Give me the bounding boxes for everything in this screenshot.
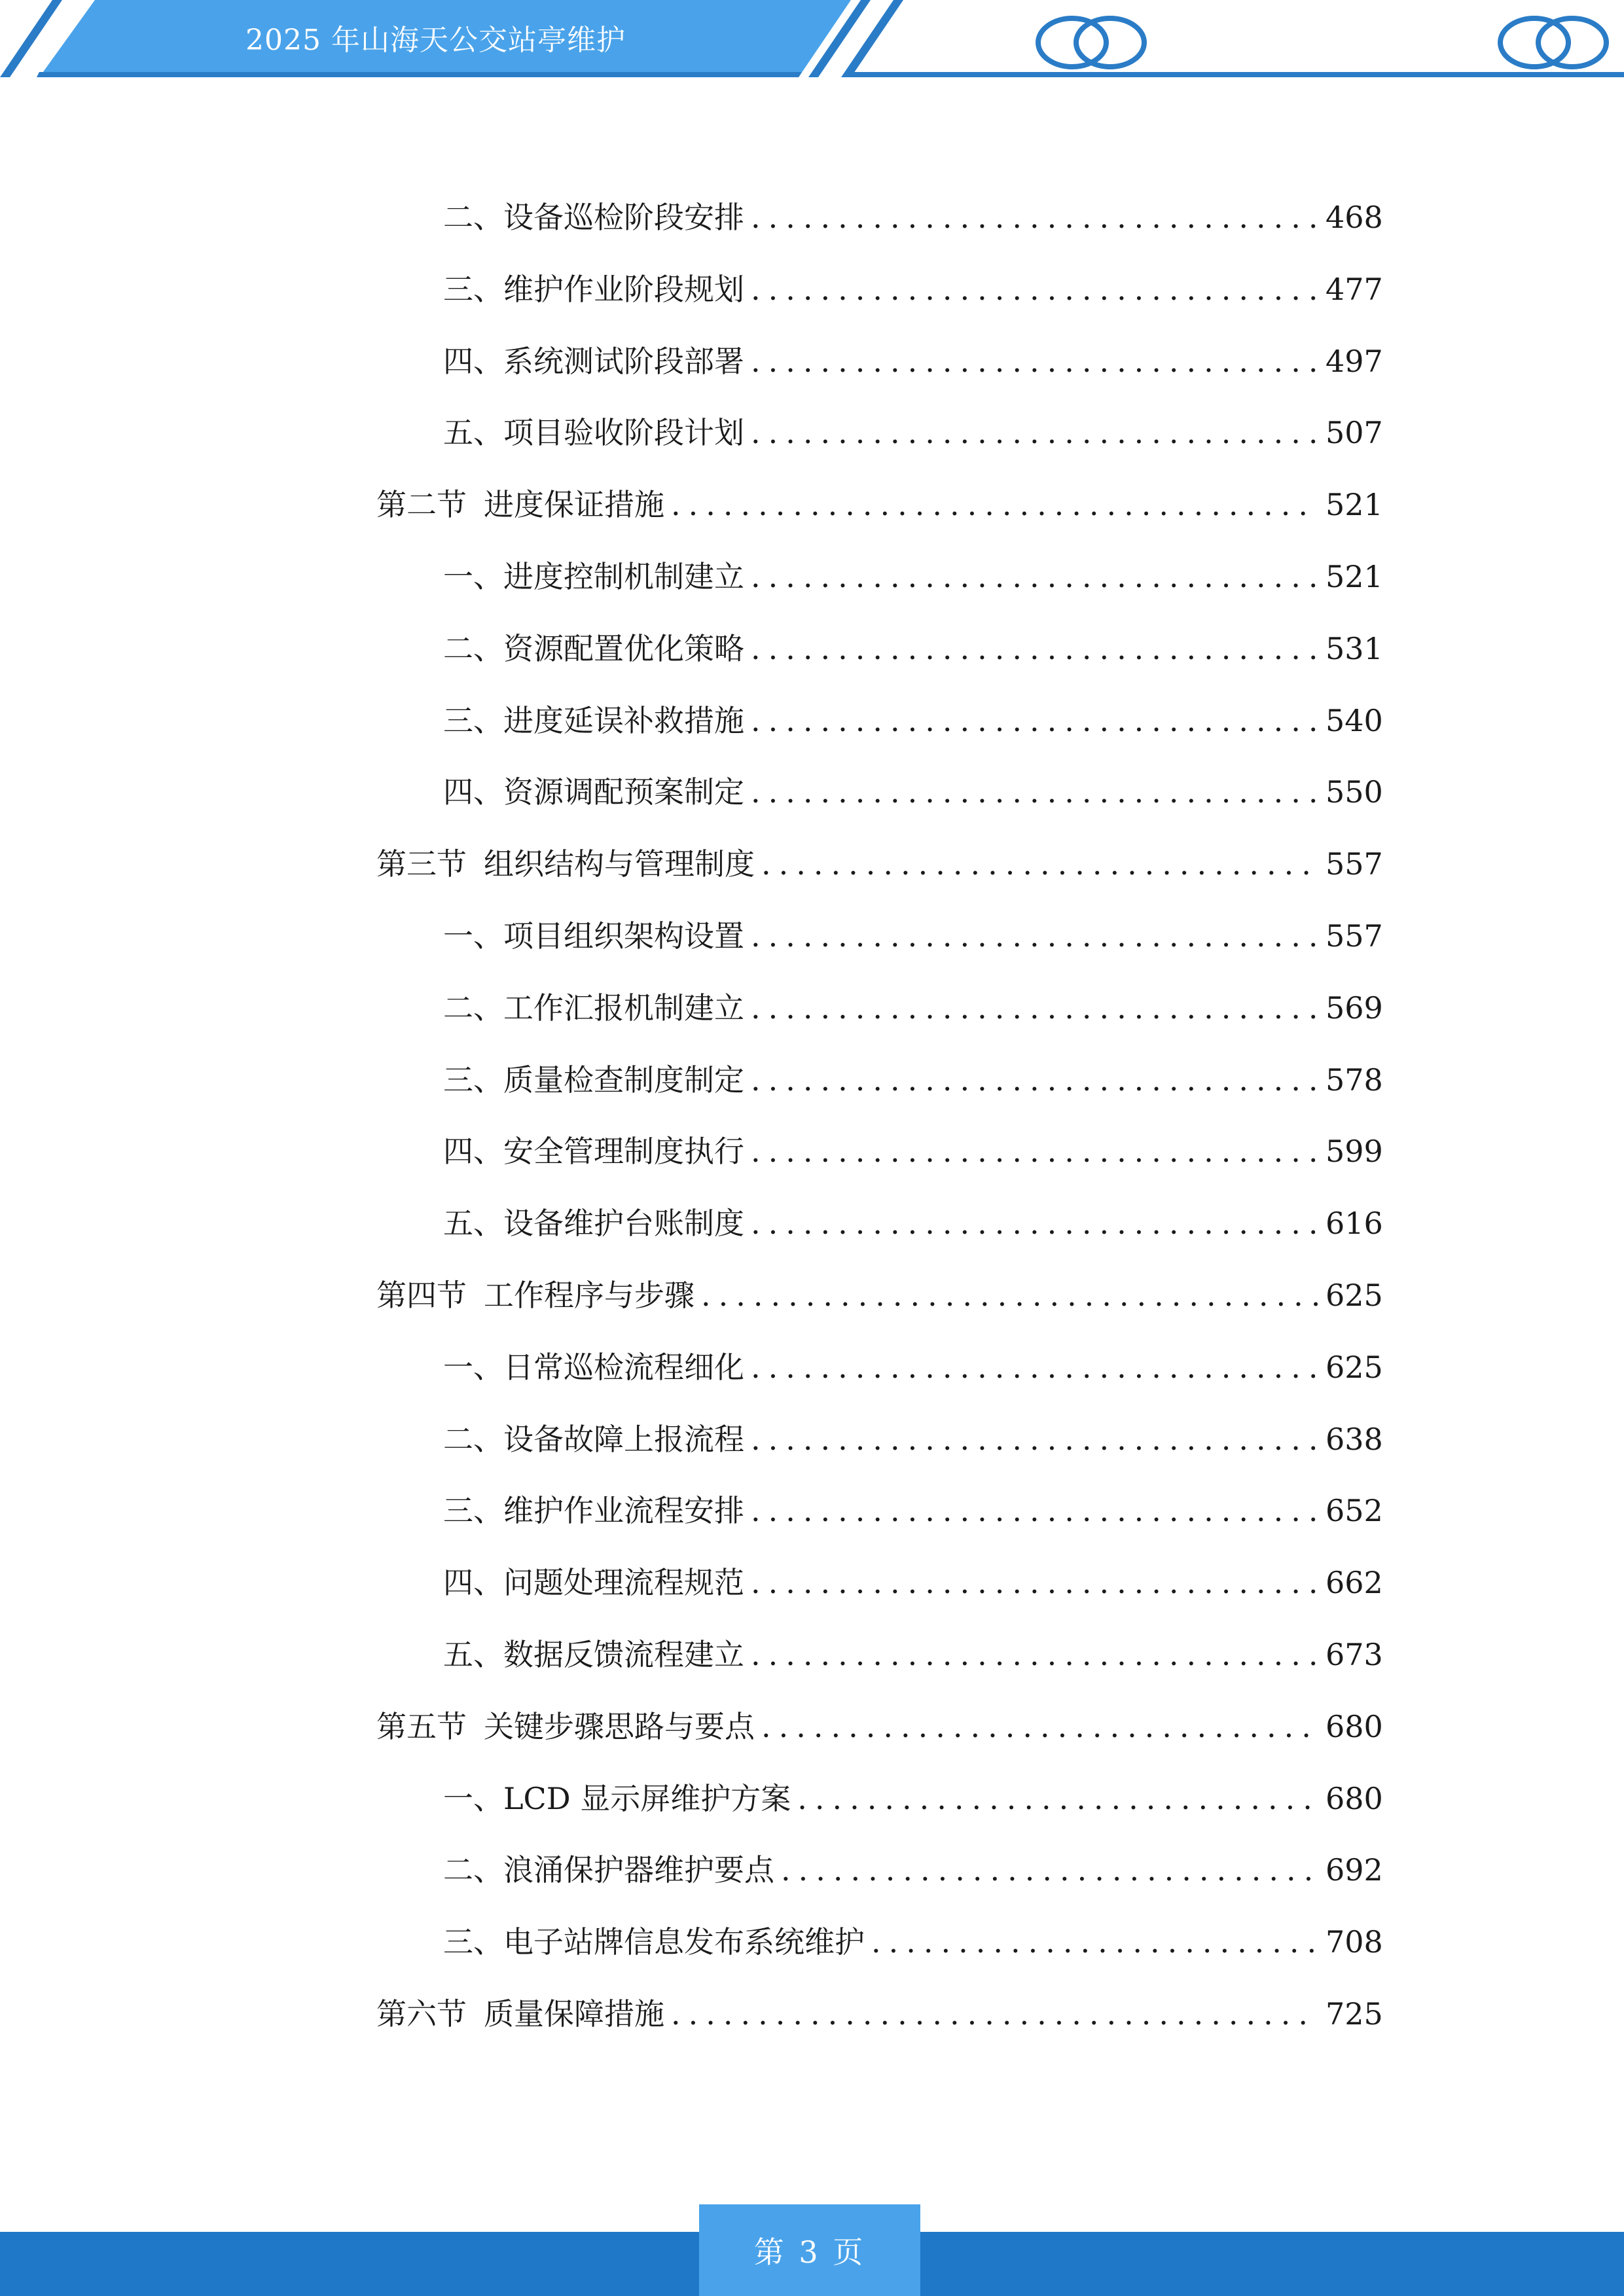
double-ring-logo-icon: [1033, 13, 1151, 72]
toc-dot-leader: [761, 1707, 1318, 1746]
toc-entry-page-number: 507: [1326, 415, 1383, 450]
toc-entry-number: 五、: [443, 415, 503, 450]
toc-entry-page-number: 616: [1326, 1206, 1383, 1241]
toc-entry-title: 浪涌保护器维护要点: [503, 1852, 774, 1888]
toc-entry-title: 维护作业流程安排: [503, 1493, 744, 1528]
toc-entry-page-number: 673: [1326, 1637, 1383, 1672]
toc-entry-number: 一、: [443, 918, 503, 954]
toc-entry-title: 电子站牌信息发布系统维护: [503, 1924, 865, 1960]
toc-dot-leader: [751, 1204, 1318, 1243]
toc-entry-page-number: 497: [1326, 344, 1383, 379]
toc-dot-leader: [797, 1779, 1318, 1818]
toc-entry-title: 项目组织架构设置: [503, 918, 744, 954]
toc-subsection-entry[interactable]: [443, 409, 1383, 452]
toc-subsection-entry[interactable]: [443, 266, 1383, 309]
toc-section-entry[interactable]: [376, 1272, 1383, 1315]
toc-dot-leader: [671, 485, 1318, 524]
toc-entry-page-number: 692: [1326, 1852, 1383, 1888]
toc-entry-number: 二、: [443, 990, 503, 1026]
toc-entry-number: 四、: [443, 1134, 503, 1169]
toc-entry-page-number: 680: [1326, 1709, 1383, 1744]
toc-section-entry[interactable]: [376, 840, 1383, 884]
toc-entry-page-number: 625: [1326, 1278, 1383, 1313]
toc-entry-number: 一、: [443, 559, 503, 594]
toc-dot-leader: [761, 844, 1318, 884]
toc-entry-number: 第四节: [376, 1278, 467, 1313]
page-header: [0, 0, 1624, 85]
toc-entry-page-number: 652: [1326, 1493, 1383, 1528]
toc-entry-number: 三、: [443, 272, 503, 307]
toc-entry-title: 资源配置优化策略: [503, 631, 744, 666]
toc-entry-number: 第五节: [376, 1709, 467, 1744]
toc-entry-title: 项目验收阶段计划: [503, 415, 744, 450]
page-number-label: 第 3 页: [753, 2234, 866, 2270]
toc-dot-leader: [871, 1922, 1318, 1962]
toc-entry-number: 第三节: [376, 846, 467, 882]
toc-entry-number: 四、: [443, 1565, 503, 1600]
toc-entry-page-number: 569: [1326, 990, 1383, 1026]
toc-entry-number: 第二节: [376, 487, 467, 522]
toc-dot-leader: [751, 1060, 1318, 1100]
toc-entry-number: 三、: [443, 703, 503, 738]
toc-subsection-entry[interactable]: [443, 553, 1383, 596]
toc-entry-number: 二、: [443, 1422, 503, 1457]
toc-section-entry[interactable]: [376, 1703, 1383, 1746]
toc-entry-title: 日常巡检流程细化: [503, 1350, 744, 1385]
toc-entry-title: 资源调配预案制定: [503, 774, 744, 810]
toc-entry-title: 工作汇报机制建立: [503, 990, 744, 1026]
toc-dot-leader: [751, 198, 1318, 237]
toc-entry-title: 数据反馈流程建立: [503, 1637, 744, 1672]
toc-entry-title: 进度延误补救措施: [503, 703, 744, 738]
toc-dot-leader: [671, 1994, 1318, 2034]
toc-entry-number: 三、: [443, 1924, 503, 1960]
toc-subsection-entry[interactable]: [443, 1775, 1383, 1818]
toc-entry-page-number: 468: [1326, 200, 1383, 235]
toc-entry-number: 二、: [443, 631, 503, 666]
toc-dot-leader: [751, 701, 1318, 740]
toc-entry-title: 组织结构与管理制度: [484, 846, 755, 882]
toc-entry-page-number: 680: [1326, 1781, 1383, 1816]
toc-subsection-entry[interactable]: [443, 984, 1383, 1028]
toc-entry-title: 设备巡检阶段安排: [503, 200, 744, 235]
toc-dot-leader: [751, 772, 1318, 812]
toc-dot-leader: [751, 1563, 1318, 1602]
toc-entry-number: 五、: [443, 1637, 503, 1672]
toc-entry-page-number: 638: [1326, 1422, 1383, 1457]
toc-entry-page-number: 521: [1326, 559, 1383, 594]
toc-dot-leader: [751, 988, 1318, 1028]
toc-dot-leader: [781, 1850, 1318, 1890]
toc-entry-number: 五、: [443, 1206, 503, 1241]
toc-entry-title: 质量保障措施: [484, 1996, 664, 2032]
toc-subsection-entry[interactable]: [443, 1200, 1383, 1243]
toc-entry-number: 四、: [443, 774, 503, 810]
toc-section-entry[interactable]: [376, 481, 1383, 524]
toc-entry-number: 四、: [443, 344, 503, 379]
toc-entry-page-number: 708: [1326, 1924, 1383, 1960]
toc-subsection-entry[interactable]: [443, 1631, 1383, 1674]
toc-subsection-entry[interactable]: [443, 1846, 1383, 1890]
toc-entry-page-number: 578: [1326, 1062, 1383, 1098]
toc-entry-number: 三、: [443, 1493, 503, 1528]
toc-entry-page-number: 557: [1326, 918, 1383, 954]
toc-subsection-entry[interactable]: [443, 768, 1383, 812]
toc-subsection-entry[interactable]: [443, 1344, 1383, 1387]
toc-entry-page-number: 477: [1326, 272, 1383, 307]
toc-entry-title: 问题处理流程规范: [503, 1565, 744, 1600]
toc-entry-title: 进度控制机制建立: [503, 559, 744, 594]
toc-entry-title: 安全管理制度执行: [503, 1134, 744, 1169]
toc-subsection-entry[interactable]: [443, 1918, 1383, 1962]
toc-subsection-entry[interactable]: [443, 1559, 1383, 1602]
toc-entry-title: 关键步骤思路与要点: [484, 1709, 755, 1744]
toc-entry-page-number: 531: [1326, 631, 1383, 666]
toc-dot-leader: [751, 1348, 1318, 1387]
header-banner-graphic: [0, 0, 1624, 85]
toc-entry-number: 一、: [443, 1781, 503, 1816]
toc-dot-leader: [751, 557, 1318, 596]
toc-entry-page-number: 540: [1326, 703, 1383, 738]
toc-dot-leader: [701, 1276, 1318, 1315]
toc-dot-leader: [751, 1420, 1318, 1459]
toc-subsection-entry[interactable]: [443, 1128, 1383, 1171]
toc-dot-leader: [751, 1635, 1318, 1674]
toc-subsection-entry[interactable]: [443, 1056, 1383, 1100]
toc-subsection-entry[interactable]: [443, 338, 1383, 381]
toc-dot-leader: [751, 1132, 1318, 1171]
toc-subsection-entry[interactable]: [443, 1416, 1383, 1459]
toc-entry-page-number: 625: [1326, 1350, 1383, 1385]
toc-dot-leader: [751, 270, 1318, 309]
toc-dot-leader: [751, 629, 1318, 668]
toc-entry-page-number: 725: [1326, 1996, 1383, 2032]
toc-subsection-entry[interactable]: [443, 1487, 1383, 1530]
toc-entry-number: 二、: [443, 200, 503, 235]
toc-dot-leader: [751, 916, 1318, 956]
page-number-box: [699, 2204, 920, 2296]
toc-dot-leader: [751, 342, 1318, 381]
toc-entry-number: 一、: [443, 1350, 503, 1385]
toc-subsection-entry[interactable]: [443, 697, 1383, 740]
toc-entry-page-number: 521: [1326, 487, 1383, 522]
double-ring-logo-icon: [1495, 13, 1613, 72]
toc-entry-title: 工作程序与步骤: [484, 1278, 695, 1313]
toc-entry-title: 设备维护台账制度: [503, 1206, 744, 1241]
toc-dot-leader: [751, 1491, 1318, 1530]
toc-subsection-entry[interactable]: [443, 625, 1383, 668]
toc-entry-title: 系统测试阶段部署: [503, 344, 744, 379]
toc-entry-number: 二、: [443, 1852, 503, 1888]
toc-entry-number: 第六节: [376, 1996, 467, 2032]
toc-entry-title: 质量检查制度制定: [503, 1062, 744, 1098]
toc-entry-title: 进度保证措施: [484, 487, 664, 522]
toc-entry-page-number: 557: [1326, 846, 1383, 882]
document-title: 2025 年山海天公交站亭维护: [245, 24, 626, 57]
toc-dot-leader: [751, 413, 1318, 452]
toc-entry-number: 三、: [443, 1062, 503, 1098]
toc-entry-title: 维护作业阶段规划: [503, 272, 744, 307]
toc-entry-page-number: 599: [1326, 1134, 1383, 1169]
toc-entry-title: LCD 显示屏维护方案: [503, 1781, 791, 1816]
toc-section-entry[interactable]: [376, 1990, 1383, 2034]
toc-subsection-entry[interactable]: [443, 912, 1383, 956]
toc-entry-page-number: 550: [1326, 774, 1383, 810]
toc-entry-page-number: 662: [1326, 1565, 1383, 1600]
toc-subsection-entry[interactable]: [443, 194, 1383, 237]
toc-entry-title: 设备故障上报流程: [503, 1422, 744, 1457]
